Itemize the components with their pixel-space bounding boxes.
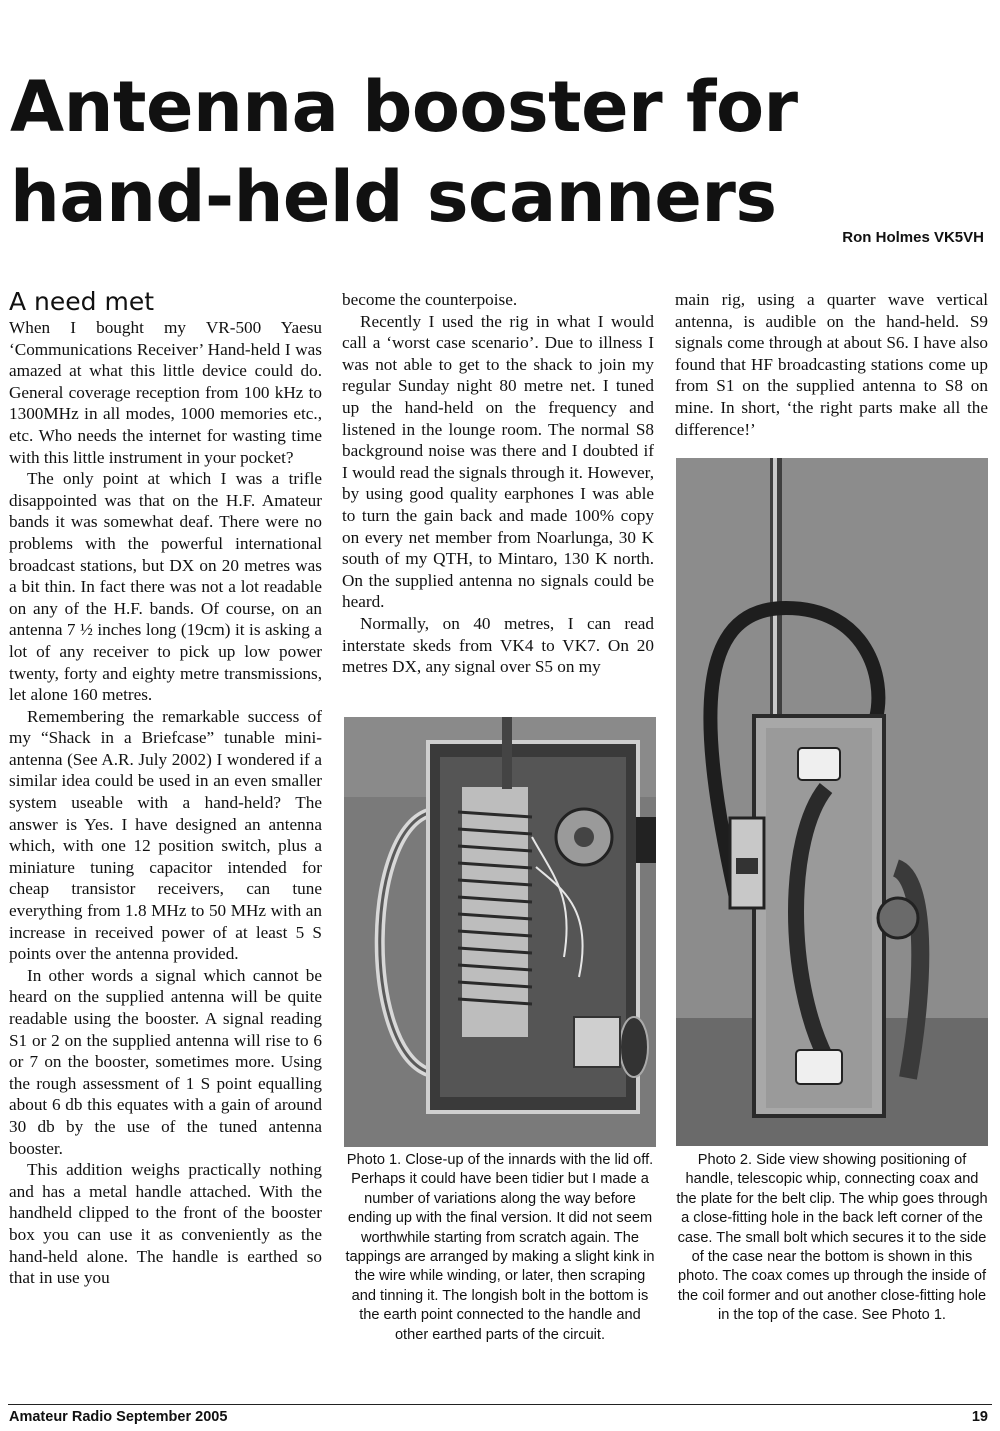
- paragraph: main rig, using a quarter wave vertical antenna, is audible on the hand-held. S9 signals come through at about S6. I have also found that HF broadcasting stations come up from S1 on the supplied antenna to S8 on mine. In short, ‘the right parts make all the difference!’: [675, 290, 988, 439]
- paragraph: become the counterpoise.: [342, 290, 518, 309]
- title-line-2: hand-held scanners: [10, 156, 777, 238]
- paragraph: When I bought my VR-500 Yaesu ‘Communications Receiver’ Hand-held I was amazed at what this little device could do. General coverage reception from 100 kHz to 1300MHz in all modes, 1000 memories etc., etc. Who needs the internet for wasting time with this little instrument in your pocket?: [9, 318, 322, 467]
- paragraph: In other words a signal which cannot be heard on the supplied antenna will be quite readable using the booster. A signal reading S1 or 2 on the supplied antenna will rise to 6 or 7 on the booster, sometimes more. Using the rough assessment of 1 S point equalling about 6 db this equates with a gain of around 30 db by the use of the tuned antenna booster.: [9, 965, 322, 1158]
- photo-1-caption: Photo 1. Close-up of the innards with the lid off. Perhaps it could have been tidier but I made a number of variations along the way before ending up with the final version. It did not seem worthwhile starting from scratch again. The tappings are arranged by making a slight kink in the wire while winding, or later, then scraping and tinning it. The longish bolt in the bottom is the earth point connected to the handle and other earthed parts of the circuit.: [345, 1152, 655, 1343]
- photo-2-image: [676, 458, 988, 1146]
- paragraph: This addition weighs practically nothing and has a metal handle attached. With the handheld clipped to the front of the booster box you can use it as conveniently as the hand-held alone. The handle is earthed so that in use you: [9, 1160, 322, 1288]
- article-title: [10, 62, 990, 242]
- footer-publication: Amateur Radio September 2005: [9, 1409, 228, 1425]
- article-column-1: [9, 287, 322, 1289]
- photo-1-innards: [344, 717, 656, 1147]
- paragraph: The only point at which I was a trifle disappointed was that on the H.F. Amateur bands it was somewhat deaf. There were no problems with the powerful international broadcast stations, but DX on 20 metres was a bit thin. In fact there was not a lot readable on any of the H.F. bands. Of course, on an antenna 7 ½ inches long (19cm) it is asking a lot of any receiver to pick up low power twenty, forty and eighty metre transmissions, let alone 160 metres.: [9, 469, 322, 705]
- paragraph: Remembering the remarkable success of my “Shack in a Briefcase” tunable mini-antenna (See A.R. July 2002) I wondered if a similar idea could be used in an even smaller system useable with a hand-held? The answer is Yes. I have designed an antenna which, with one 12 position switch, plus a miniature tuning capacitor intended for cheap transistor receivers, can tune everything from 1.8 MHz to 50 MHz with an increase in received power of at least 5 S points over the antenna provided.: [9, 706, 322, 964]
- photo-2-caption: Photo 2. Side view showing positioning of handle, telescopic whip, connecting coax and the plate for the belt clip. The whip goes through a close-fitting hole in the back left corner of the case. The small bolt which secures it to the side of the case near the bottom is shown in this photo. The coax comes up through the inside of the coil former and out another close-fitting hole in the top of the case. See Photo 1.: [676, 1152, 988, 1324]
- title-line-1: Antenna booster for: [10, 66, 798, 148]
- paragraph: Recently I used the rig in what I would call a ‘worst case scenario’. Due to illness I was not able to get to the shack to join my regular Sunday night 80 metre net. I tuned up the hand-held on the frequency and listened in the lounge room. The normal S8 background noise was there and I doubted if I would read the signals through it. However, by using good quality earphones I was able to turn the gain back and made 100% copy on every net member from Noarlunga, 30 K south of my QTH, to Mintaro, 130 K north. On the supplied antenna no signals could be heard.: [342, 311, 654, 612]
- footer-rule: [8, 1404, 992, 1405]
- article-column-2: [342, 289, 654, 678]
- photo-2-side-view: [676, 458, 988, 1146]
- paragraph: Normally, on 40 metres, I can read interstate skeds from VK4 to VK7. On 20 metres DX, any signal over S5 on my: [342, 613, 654, 677]
- section-heading: A need met: [9, 287, 155, 316]
- article-column-3: [675, 289, 988, 440]
- page-number: 19: [971, 1409, 988, 1425]
- photo-1-image: [344, 717, 656, 1147]
- author-byline: Ron Holmes VK5VH: [842, 229, 984, 246]
